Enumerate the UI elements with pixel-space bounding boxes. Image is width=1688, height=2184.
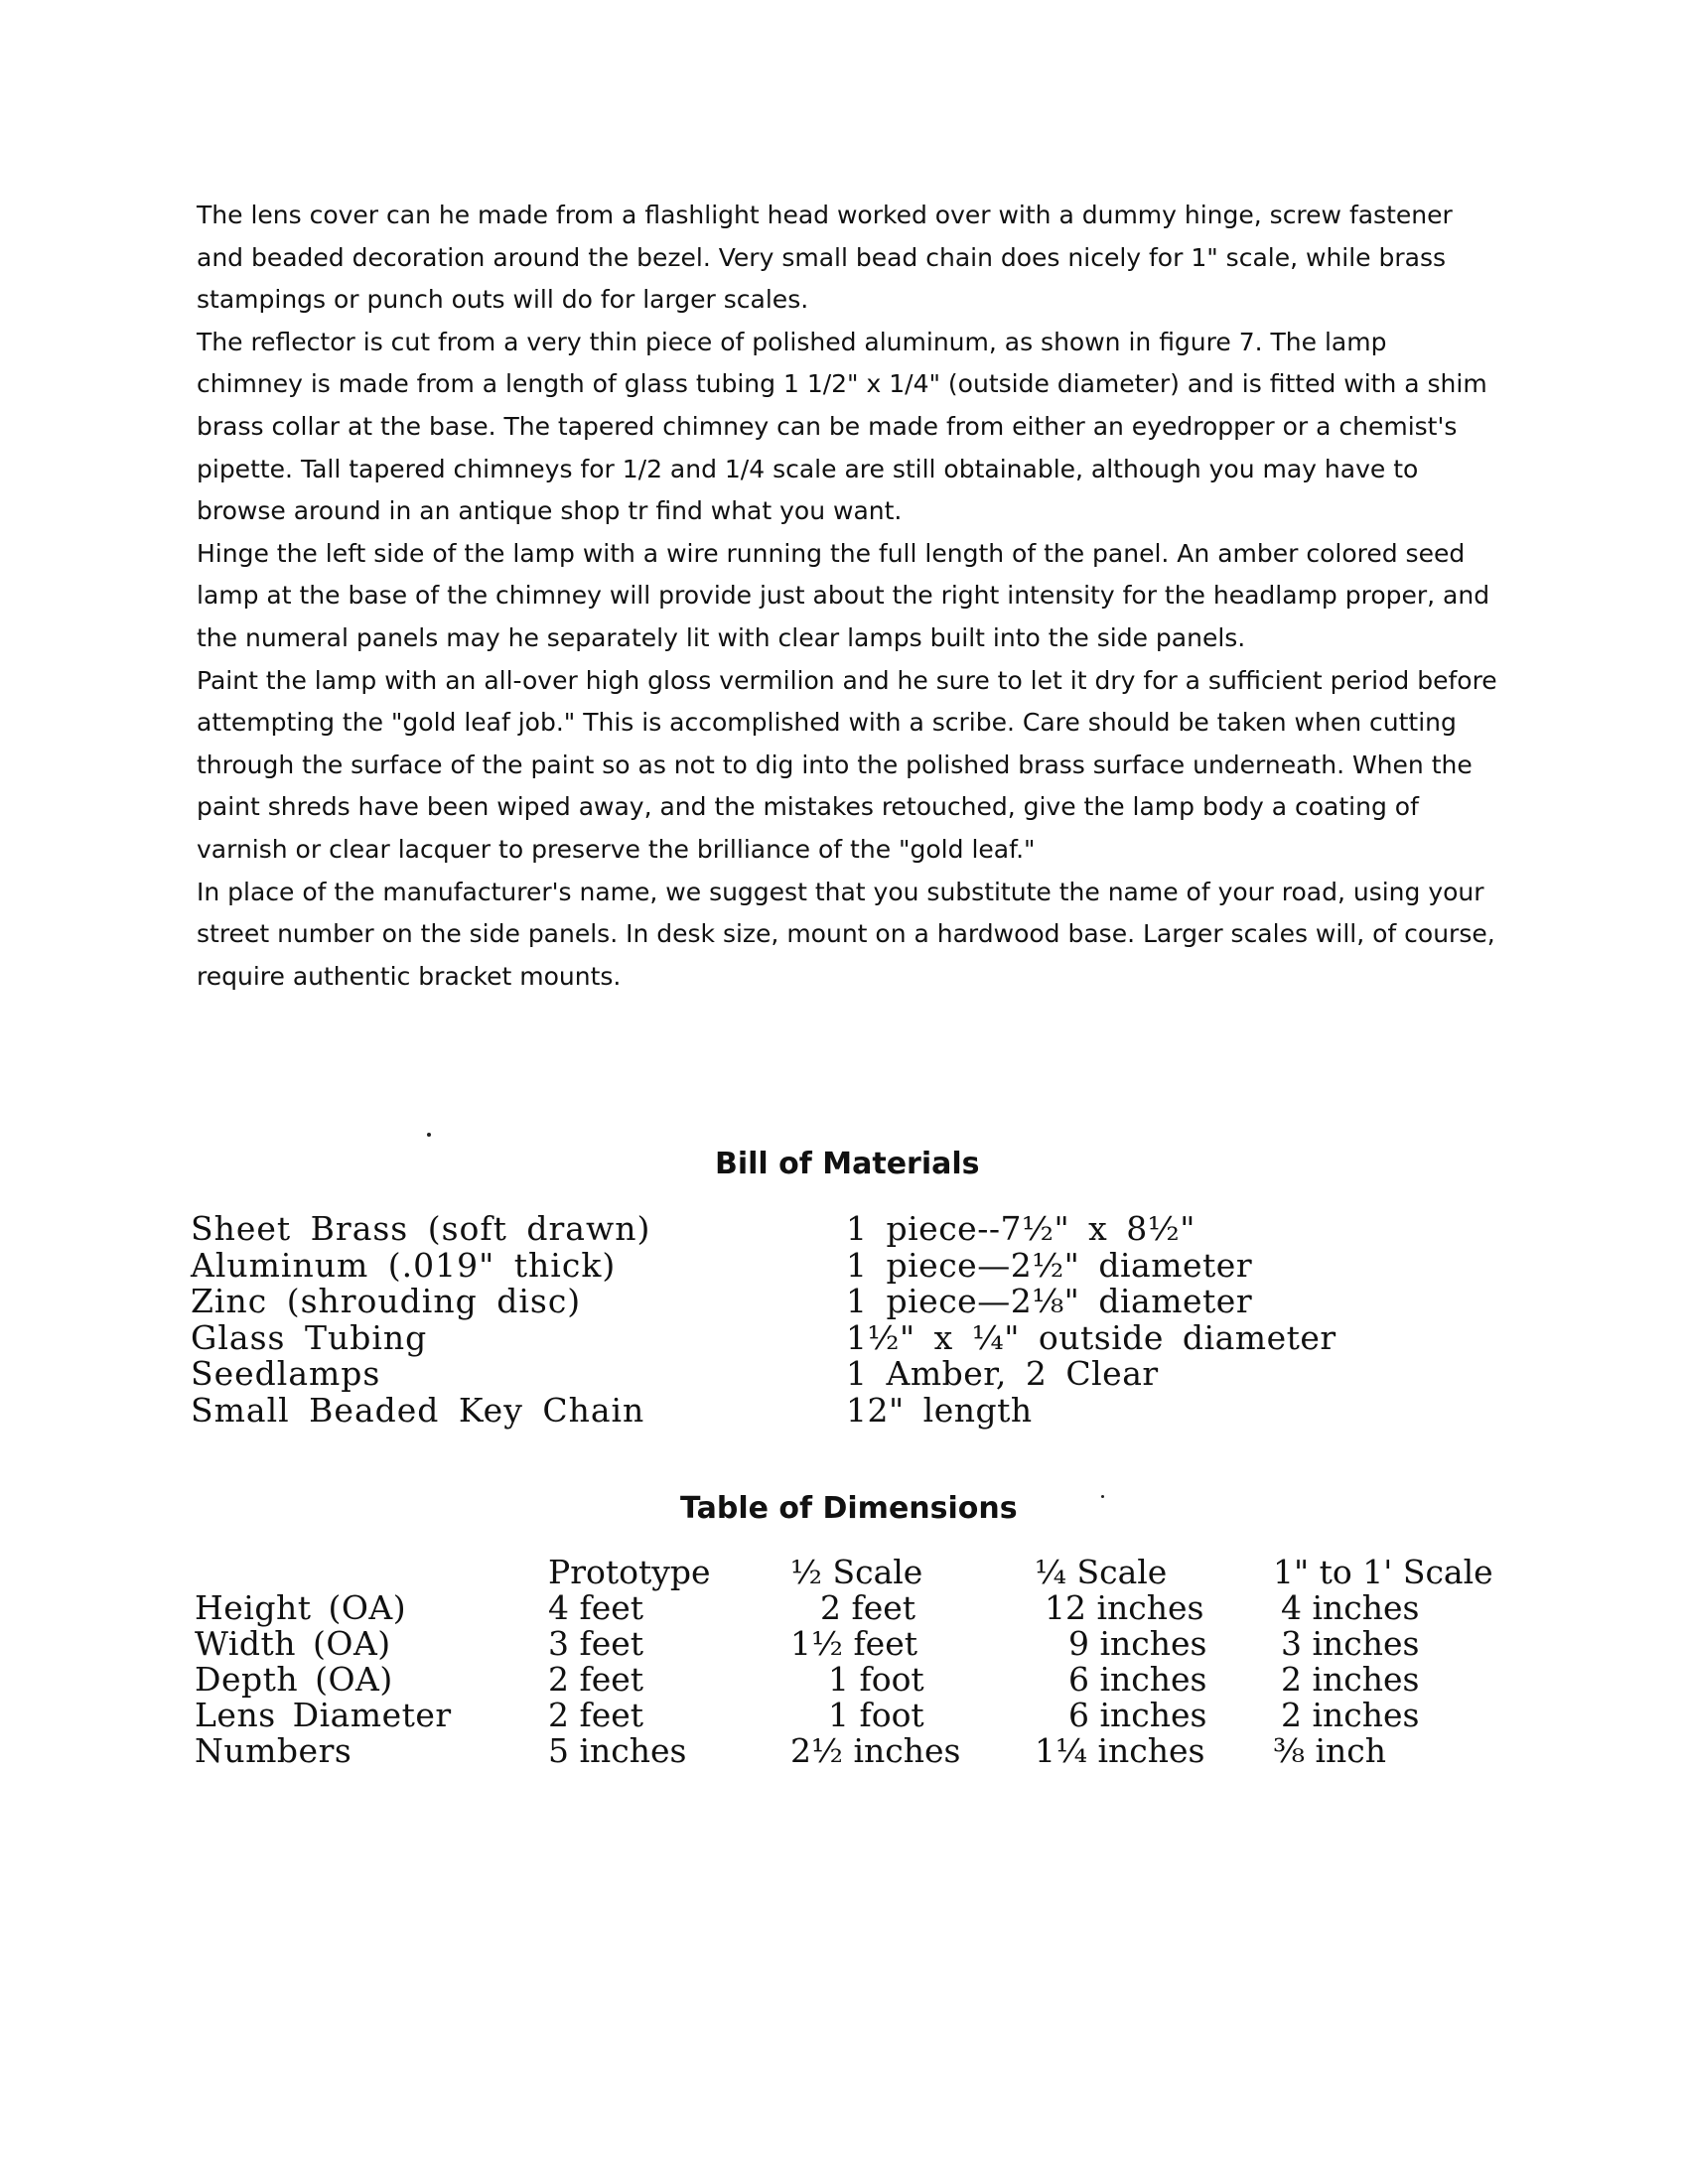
table-cell: 2½ inches [790,1731,961,1770]
table-cell: 6 inches [1068,1696,1207,1734]
table-cell: 4 inches [1281,1588,1420,1627]
body-text [197,195,1497,998]
table-cell: 4 feet [548,1588,644,1627]
row-label: Lens Diameter [195,1696,452,1734]
column-header-half-scale: ½ Scale [790,1553,923,1591]
row-label: Depth (OA) [195,1660,393,1699]
bom-material: Small Beaded Key Chain [191,1390,645,1430]
bill-of-materials-title: Bill of Materials [715,1147,980,1181]
scan-speck [427,1133,431,1137]
table-cell: 2 feet [548,1696,644,1734]
row-label: Height (OA) [195,1588,407,1627]
bom-material: Zinc (shrouding disc) [191,1282,582,1320]
paragraph-manufacturer-name: In place of the manufacturer's name, we suggest that you substitute the name of your road, using your street number on the side panels. In desk size, mount on a hardwood base. Larger scales will, of course, require authentic bracket mounts. [197,877,1495,991]
paragraph-lens-cover: The lens cover can he made from a flashlight head worked over with a dummy hinge, screw fastener and beaded decoration around the bezel. Very small bead chain does nicely for 1" scale, while brass stampings or punch outs will do for larger scales. [197,201,1453,315]
row-label: Numbers [195,1731,352,1770]
bom-quantity: 1 piece--7½" x 8½" [846,1209,1196,1248]
bom-material: Aluminum (.019" thick) [191,1245,617,1285]
bom-quantity: 1½" x ¼" outside diameter [846,1317,1336,1357]
table-cell: 2 inches [1281,1696,1420,1734]
table-cell: ⅜ inch [1273,1731,1387,1770]
paragraph-paint: Paint the lamp with an all-over high gloss vermilion and he sure to let it dry for a sufficient period before attempting the "gold leaf job." This is accomplished with a scribe. Care should be taken when cutting through the surface of the paint so as not to dig into the polished brass surface underneath. When the paint shreds have been wiped away, and the mistakes retouched, give the lamp body a coating of varnish or clear lacquer to preserve the brilliance of the "gold leaf." [197,665,1497,864]
row-label: Width (OA) [195,1624,391,1663]
bom-material: Sheet Brass (soft drawn) [191,1209,651,1248]
scan-speck [1101,1495,1104,1498]
table-cell: 1¼ inches [1035,1731,1205,1770]
table-cell: 1 foot [828,1660,924,1699]
table-cell: 2 feet [820,1588,916,1627]
table-cell: 1½ feet [790,1624,918,1663]
table-of-dimensions-title: Table of Dimensions [680,1491,1018,1526]
bom-quantity: 1 piece—2½" diameter [846,1245,1253,1285]
bom-quantity: 12" length [846,1390,1033,1430]
table-cell: 3 feet [548,1624,644,1663]
column-header-prototype: Prototype [548,1553,711,1591]
bom-material: Seedlamps [191,1354,381,1393]
column-header-inch-scale: 1" to 1' Scale [1273,1553,1493,1591]
table-cell: 1 foot [828,1696,924,1734]
column-header-quarter-scale: ¼ Scale [1035,1553,1168,1591]
table-cell: 9 inches [1068,1624,1207,1663]
paragraph-reflector: The reflector is cut from a very thin piece of polished aluminum, as shown in figure 7. The lamp chimney is made from a length of glass tubing 1 1/2" x 1/4" (outside diameter) and is fitted with a shim brass collar at the base. The tapered chimney can be made from either an eyedropper or a chemist's pipette. Tall tapered chimneys for 1/2 and 1/4 scale are still obtainable, although you may have to browse around in an antique shop tr find what you want. [197,327,1487,526]
table-cell: 12 inches [1045,1588,1204,1627]
table-cell: 3 inches [1281,1624,1420,1663]
table-cell: 2 feet [548,1660,644,1699]
table-cell: 6 inches [1068,1660,1207,1699]
paragraph-hinge: Hinge the left side of the lamp with a wire running the full length of the panel. An amber colored seed lamp at the base of the chimney will provide just about the right intensity for the headlamp proper, and the numeral panels may he separately lit with clear lamps built into the side panels. [197,538,1490,652]
bom-material: Glass Tubing [191,1317,428,1357]
bom-quantity: 1 piece—2⅛" diameter [846,1282,1253,1320]
table-cell: 2 inches [1281,1660,1420,1699]
table-cell: 5 inches [548,1731,687,1770]
bom-quantity: 1 Amber, 2 Clear [846,1354,1159,1393]
